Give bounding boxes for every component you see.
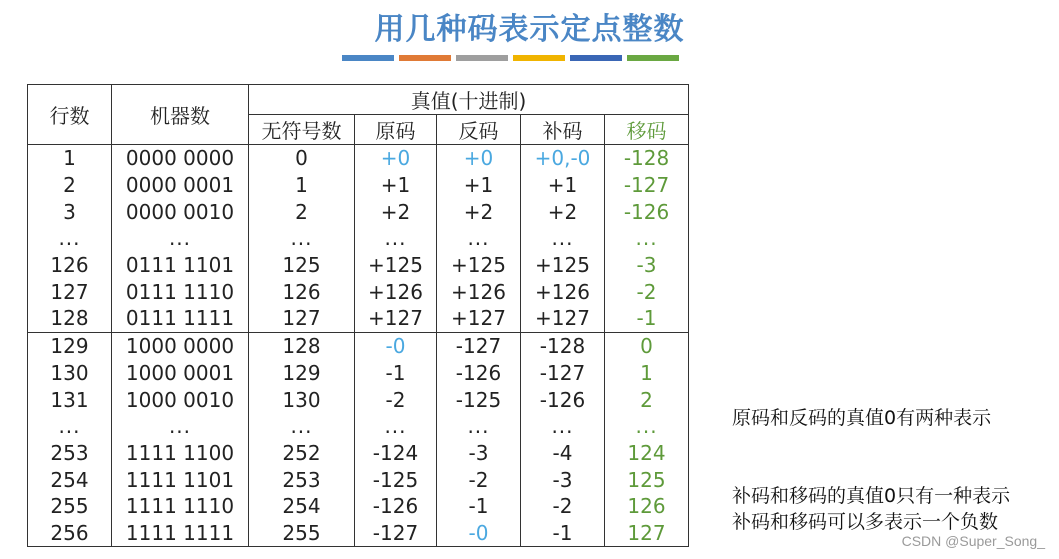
table-row — [28, 225, 689, 252]
table-row — [28, 520, 689, 547]
cell-ones-complement: ... — [437, 413, 521, 440]
cell-machine-number: 0111 1110 — [112, 278, 249, 305]
cell-unsigned: 1 — [249, 172, 355, 199]
header-machine-number: 机器数 — [112, 85, 249, 145]
header-row-number: 行数 — [28, 85, 112, 145]
cell-machine-number: ... — [112, 413, 249, 440]
cell-ones-complement: +1 — [437, 172, 521, 199]
cell-ones-complement: +125 — [437, 252, 521, 279]
table-row — [28, 466, 689, 493]
table-row — [28, 278, 689, 305]
cell-ones-complement: -3 — [437, 440, 521, 467]
stripe-4 — [513, 55, 565, 61]
table-row — [28, 172, 689, 199]
cell-row-number: 3 — [28, 198, 112, 225]
cell-offset-binary: 1 — [605, 360, 689, 387]
cell-unsigned: 0 — [249, 145, 355, 172]
cell-machine-number: 1000 0001 — [112, 360, 249, 387]
note-zero-one-form: 补码和移码的真值0只有一种表示 — [732, 485, 1011, 507]
header-sign-magnitude: 原码 — [355, 115, 437, 145]
title-underline-stripes — [342, 55, 679, 61]
cell-machine-number: 0000 0000 — [112, 145, 249, 172]
table-row — [28, 493, 689, 520]
cell-row-number: 255 — [28, 493, 112, 520]
cell-machine-number: 1111 1101 — [112, 466, 249, 493]
cell-ones-complement: -0 — [437, 520, 521, 547]
stripe-2 — [399, 55, 451, 61]
cell-unsigned: 252 — [249, 440, 355, 467]
cell-offset-binary: ... — [605, 225, 689, 252]
cell-sign-magnitude: -0 — [355, 332, 437, 359]
cell-row-number: 131 — [28, 386, 112, 413]
cell-row-number: 129 — [28, 332, 112, 359]
cell-sign-magnitude: -125 — [355, 466, 437, 493]
cell-row-number: ... — [28, 413, 112, 440]
cell-offset-binary: 127 — [605, 520, 689, 547]
cell-unsigned: 128 — [249, 332, 355, 359]
fixed-point-code-table — [27, 84, 689, 547]
stripe-3 — [456, 55, 508, 61]
cell-twos-complement: -126 — [521, 386, 605, 413]
stripe-6 — [627, 55, 679, 61]
cell-twos-complement: +127 — [521, 305, 605, 332]
cell-unsigned: ... — [249, 225, 355, 252]
cell-ones-complement: ... — [437, 225, 521, 252]
cell-sign-magnitude: +0 — [355, 145, 437, 172]
page-title: 用几种码表示定点整数 — [374, 12, 685, 47]
cell-twos-complement: +2 — [521, 198, 605, 225]
cell-machine-number: ... — [112, 225, 249, 252]
cell-twos-complement: -127 — [521, 360, 605, 387]
cell-machine-number: 0000 0001 — [112, 172, 249, 199]
cell-ones-complement: +126 — [437, 278, 521, 305]
cell-sign-magnitude: +1 — [355, 172, 437, 199]
stripe-1 — [342, 55, 394, 61]
cell-twos-complement: -128 — [521, 332, 605, 359]
cell-machine-number: 1111 1100 — [112, 440, 249, 467]
cell-twos-complement: ... — [521, 225, 605, 252]
header-offset-binary: 移码 — [605, 115, 689, 145]
cell-sign-magnitude: +126 — [355, 278, 437, 305]
cell-ones-complement: -127 — [437, 332, 521, 359]
table-body — [28, 145, 689, 547]
cell-twos-complement: -4 — [521, 440, 605, 467]
cell-offset-binary: -3 — [605, 252, 689, 279]
cell-twos-complement: ... — [521, 413, 605, 440]
cell-twos-complement: -1 — [521, 520, 605, 547]
cell-unsigned: 130 — [249, 386, 355, 413]
table-row — [28, 145, 689, 172]
cell-row-number: 253 — [28, 440, 112, 467]
cell-row-number: 128 — [28, 305, 112, 332]
cell-unsigned: 2 — [249, 198, 355, 225]
table-row — [28, 198, 689, 225]
stripe-5 — [570, 55, 622, 61]
cell-twos-complement: -3 — [521, 466, 605, 493]
cell-machine-number: 0111 1101 — [112, 252, 249, 279]
cell-ones-complement: -126 — [437, 360, 521, 387]
cell-offset-binary: -2 — [605, 278, 689, 305]
cell-unsigned: 255 — [249, 520, 355, 547]
cell-twos-complement: +126 — [521, 278, 605, 305]
cell-unsigned: 125 — [249, 252, 355, 279]
cell-ones-complement: +0 — [437, 145, 521, 172]
table-row — [28, 413, 689, 440]
cell-offset-binary: -127 — [605, 172, 689, 199]
cell-ones-complement: -2 — [437, 466, 521, 493]
cell-machine-number: 1000 0010 — [112, 386, 249, 413]
cell-ones-complement: -125 — [437, 386, 521, 413]
cell-offset-binary: 2 — [605, 386, 689, 413]
cell-twos-complement: +1 — [521, 172, 605, 199]
cell-twos-complement: +0,-0 — [521, 145, 605, 172]
note-extra-negative: 补码和移码可以多表示一个负数 — [732, 511, 999, 533]
table-row — [28, 305, 689, 332]
cell-twos-complement: +125 — [521, 252, 605, 279]
cell-row-number: 2 — [28, 172, 112, 199]
cell-sign-magnitude: ... — [355, 413, 437, 440]
table-row — [28, 332, 689, 359]
header-twos-complement: 补码 — [521, 115, 605, 145]
cell-row-number: 256 — [28, 520, 112, 547]
cell-row-number: 254 — [28, 466, 112, 493]
note-zero-two-forms: 原码和反码的真值0有两种表示 — [732, 407, 992, 429]
cell-machine-number: 1000 0000 — [112, 332, 249, 359]
watermark: CSDN @Super_Song_ — [901, 533, 1045, 549]
cell-offset-binary: -1 — [605, 305, 689, 332]
cell-sign-magnitude: -126 — [355, 493, 437, 520]
header-unsigned: 无符号数 — [249, 115, 355, 145]
cell-offset-binary: 0 — [605, 332, 689, 359]
cell-ones-complement: +127 — [437, 305, 521, 332]
table-row — [28, 386, 689, 413]
cell-offset-binary: -128 — [605, 145, 689, 172]
cell-machine-number: 1111 1110 — [112, 493, 249, 520]
table-row — [28, 252, 689, 279]
cell-unsigned: 126 — [249, 278, 355, 305]
cell-offset-binary: -126 — [605, 198, 689, 225]
cell-machine-number: 0000 0010 — [112, 198, 249, 225]
cell-machine-number: 0111 1111 — [112, 305, 249, 332]
cell-sign-magnitude: -1 — [355, 360, 437, 387]
cell-sign-magnitude: -127 — [355, 520, 437, 547]
header-ones-complement: 反码 — [437, 115, 521, 145]
cell-unsigned: 129 — [249, 360, 355, 387]
cell-unsigned: ... — [249, 413, 355, 440]
cell-unsigned: 254 — [249, 493, 355, 520]
cell-row-number: ... — [28, 225, 112, 252]
cell-ones-complement: -1 — [437, 493, 521, 520]
cell-sign-magnitude: +125 — [355, 252, 437, 279]
table-row — [28, 360, 689, 387]
header-truth-value-group: 真值(十进制) — [249, 85, 689, 115]
cell-ones-complement: +2 — [437, 198, 521, 225]
cell-offset-binary: 124 — [605, 440, 689, 467]
cell-sign-magnitude: +127 — [355, 305, 437, 332]
cell-sign-magnitude: +2 — [355, 198, 437, 225]
table-row — [28, 440, 689, 467]
cell-unsigned: 127 — [249, 305, 355, 332]
cell-twos-complement: -2 — [521, 493, 605, 520]
cell-offset-binary: 125 — [605, 466, 689, 493]
cell-sign-magnitude: -124 — [355, 440, 437, 467]
cell-row-number: 127 — [28, 278, 112, 305]
cell-sign-magnitude: -2 — [355, 386, 437, 413]
cell-row-number: 126 — [28, 252, 112, 279]
cell-row-number: 1 — [28, 145, 112, 172]
cell-offset-binary: 126 — [605, 493, 689, 520]
cell-machine-number: 1111 1111 — [112, 520, 249, 547]
cell-unsigned: 253 — [249, 466, 355, 493]
cell-offset-binary: ... — [605, 413, 689, 440]
cell-sign-magnitude: ... — [355, 225, 437, 252]
cell-row-number: 130 — [28, 360, 112, 387]
